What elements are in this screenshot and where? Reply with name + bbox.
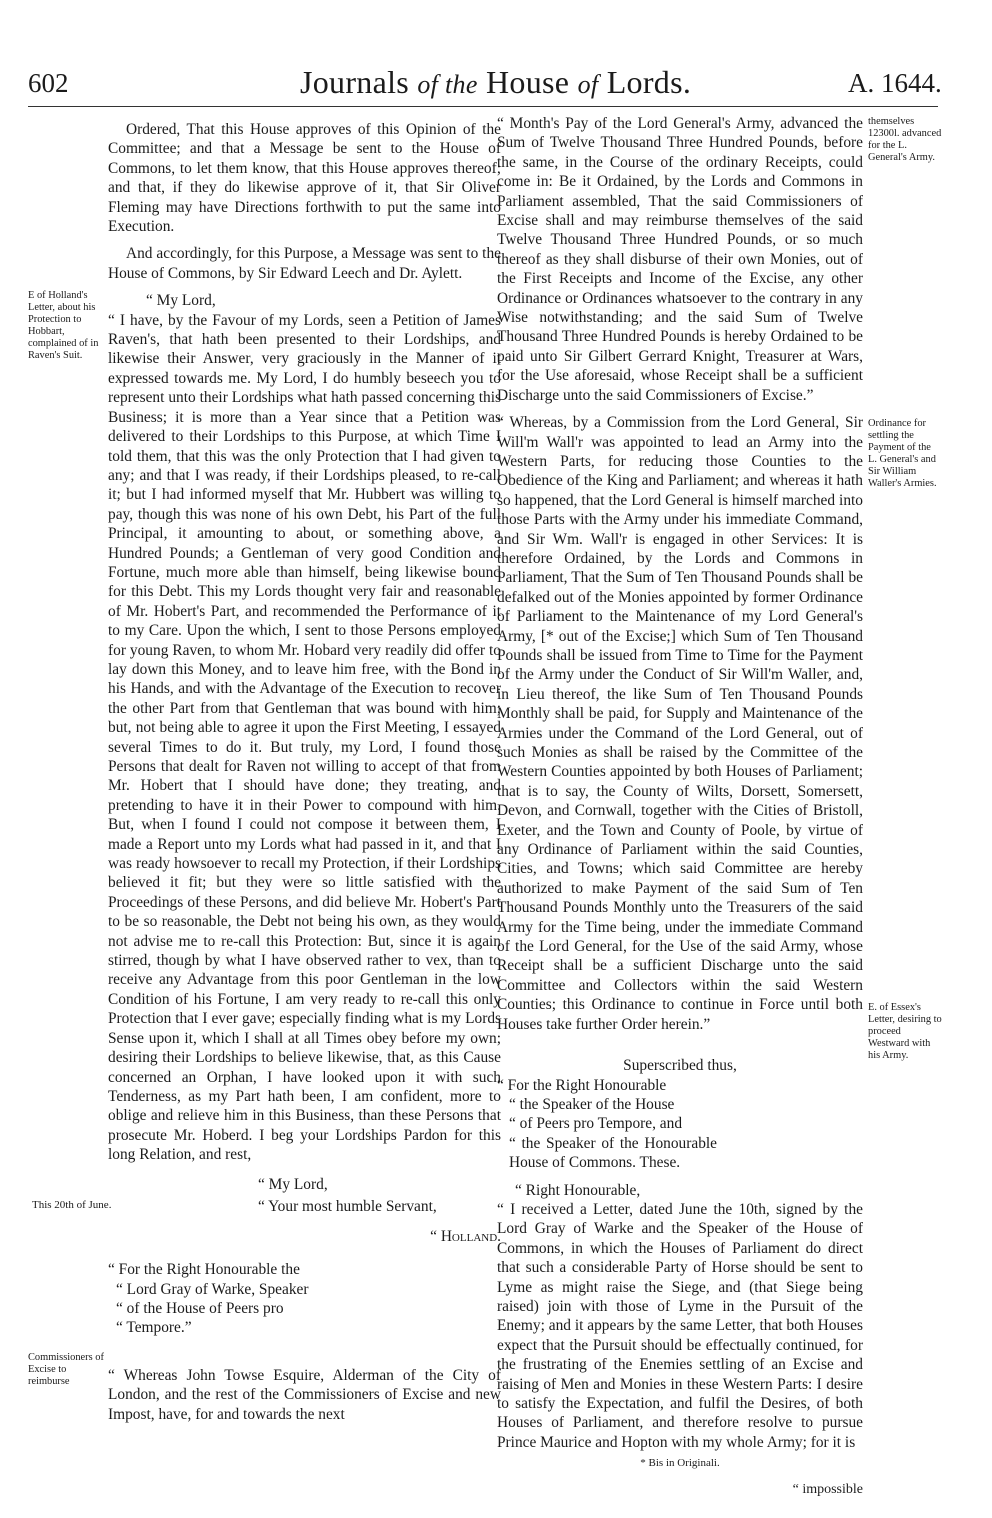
whereas-paragraph: “ Whereas John Towse Esquire, Alderman of the City of London, and the rest of the Commissioners of Excise and new Impost, have, for and towards the next — [108, 1366, 501, 1423]
address-line: “ of the House of Peers pro — [116, 1299, 284, 1317]
letter-salutation: “ My Lord, — [146, 292, 216, 310]
essex-letter-body: “ I received a Letter, dated June the 10th, signed by the Lord Gray of Warke and the Speaker of the House of Commons, in which the Houses of Parliament do direct that such a considerable Party of Horse should be sent to Lyme as might raise the Siege, and (that Siege being raised) join with those of Lyme in the Pursuit of the Enemy; and it appears by the same Letter, that both Houses expect that the Pursuit should be effectually continued, for the frustrating of the Enemies settling of an Excise and raising of Men and Monies in these Western Parts: I desire to satisfy the Expectation, and fulfil the Desires, of both Houses of Parliament, and therefore resolve to pursue Prince Maurice and Hopton with my whole Army; for it is — [497, 1200, 863, 1451]
running-title: Journals of the House of Lords. — [300, 64, 692, 100]
essex-letter-address — [497, 1076, 717, 1173]
margin-note-commissioners: Commissioners of Excise to reimburse — [28, 1352, 104, 1387]
address-line: “ the Speaker of the House — [509, 1095, 675, 1113]
year: A. 1644. — [848, 68, 942, 98]
servant-line: “ Your most humble Servant, — [258, 1198, 437, 1216]
letter-date: This 20th of June. — [32, 1198, 112, 1211]
catchword: “ impossible — [792, 1481, 863, 1497]
right-column — [497, 114, 863, 1499]
signature: “ Holland. — [430, 1227, 501, 1245]
address-line: “ Tempore.” — [116, 1319, 192, 1337]
margin-note-holland: E of Holland's Letter, about his Protection to Hobbart, complained of in Raven's Suit. — [28, 290, 99, 361]
excise-ordinance-continuation: “ Month's Pay of the Lord General's Army, advanced the Sum of Twelve Thousand Three Hundred Pounds, before the same, in the Course of the ordinary Receipts, could come in: Be it Ordained, by the Lords and Commons in Parliament assembled, That the said Commissioners of Excise shall and may reimburse themselves of the said Twelve Thousand Three Hundred Pounds, or so much thereof as they shall disburse of their own Monies, out of the First Receipts and Income of the Excise, any other Ordinance or Ordinances whatsoever to the contrary in any Wise notwithstanding; and the said Sum of Twelve Thousand Three Hundred Pounds is hereby Ordained to be paid unto Sir Gilbert Gerrard Knight, Treasurer at Wars, for the Use aforesaid, whose Receipt shall be a sufficient Discharge unto the said Commissioners of Excise.” — [497, 115, 863, 404]
margin-note-ordinance: Ordinance for settling the Payment of the L. General's and Sir William Waller's Armies. — [868, 418, 937, 489]
footnote: * Bis in Originali. — [640, 1457, 720, 1470]
address-line: “ the Speaker of the Honourable House of Commons. These. — [509, 1134, 717, 1172]
waller-ordinance: “ Whereas, by a Commission from the Lord General, Sir Will'm Wall'r was appointed to lead an Army into the Western Parts, for reducing those Counties to the Obedience of the King and Parliament; and whereas it hath so happened, that the Lord General is himself marched into those Parts with the Army under his immediate Command, and Sir Wm. Wall'r is engaged in other Services: It is therefore Ordained, by the Lords and Commons in Parliament, That the Sum of Ten Thousand Pounds shall be defalked out of the Monies appointed by former Ordinance of Parliament to the Maintenance of my Lord General's Army, [* out of the Excise;] which Sum of Ten Thousand Pounds shall be issued from Time to Time for the Payment of the Army under the Conduct of Sir Will'm Waller, and, in Lieu thereof, the like Sum of Ten Thousand Pounds Monthly shall be paid, for Supply and Maintenance of the Armies under the Command of the Lord General, out of such Monies as shall be raised by the Committee of the Western Counties appointed by both Houses of Parliament; that is to say, the County of Wilts, Dorsett, Somersett, Devon, and Cornwall, together with the Cities of Bristoll, Exeter, and the Town and County of Poole, by virtue of any Ordinance of Parliament within the said Counties, Cities, and Towns; which said Committee are hereby authorized to make Payment of the said Sum of Ten Thousand Pounds Monthly unto the Treasurers of the said Army for the Time being, under the immediate Command of the Lord General, for the Use of the said Army, whose Receipt shall be a sufficient Discharge unto the said Committee and Collectors within the said Western Counties; this Ordinance to continue in Force until both Houses take further Order herein.” — [497, 414, 863, 1033]
superscribed-line: Superscribed thus, — [623, 1057, 737, 1075]
letter-address — [108, 1260, 338, 1338]
address-line: “ For the Right Honourable — [497, 1076, 667, 1094]
closing-salutation: “ My Lord, — [258, 1175, 328, 1193]
accordingly-paragraph: And accordingly, for this Purpose, a Message was sent to the House of Commons, by Sir Edward Leech and Dr. Aylett. — [108, 245, 501, 282]
address-line: “ of Peers pro Tempore, and — [509, 1115, 683, 1133]
address-line: “ Lord Gray of Warke, Speaker — [116, 1280, 309, 1298]
header-rule — [28, 106, 938, 107]
essex-salutation: “ Right Honourable, — [515, 1181, 641, 1199]
page-number: 602 — [28, 68, 69, 98]
margin-note-advance: themselves 12300l. advanced for the L. General's Army. — [868, 116, 942, 163]
margin-note-essex: E. of Essex's Letter, desiring to proceed Westward with his Army. — [868, 1002, 942, 1061]
ordered-paragraph: Ordered, That this House approves of this Opinion of the Committee; and that a Message be sent to the House of Commons, to let them know, that this House approves thereof; and that, if they do likewise approve of it, that Sir Oliver Fleming may have Directions forthwith to put the same into Execution. — [108, 121, 501, 236]
holland-letter-body: “ I have, by the Favour of my Lords, seen a Petition of James Raven's, that hath been presented to their Lordships, and likewise their Answer, very graciously in the Manner of it expressed towards me. My Lord, I do humbly beseech you to represent unto their Lordships what hath passed concerning this Business; it is more than a Year since that a Petition was delivered to their Lordships to this Purpose, at which Time I told them, that this was the only Protection that I had given to any; and that I was ready, if their Lordships pleased, to re-call it; but I had informed myself that Mr. Hubbert was willing to pay, though this was none of his own Debt, his Part of the full Principal, it amounting to about, or something above, a Hundred Pounds; a Gentleman of very good Condition and Fortune, much more able than himself, being likewise bound for this Debt. This my Lords thought very fair and reasonable of Mr. Hobert's Part, and recommended the Performance of it to my Care. Upon the which, I sent to those Persons employed for young Raven, to whom Mr. Hobard very readily did offer to lay down this Money, and to leave him free, with the Bond in his Hands, and with the Advantage of the Execution to recover the other Part from that Gentleman that was bound with him; but, not being able to agree it upon the First Meeting, I essayed several Times to do it. But truly, my Lord, I found those Persons that dealt for Raven not willing to accept of that from Mr. Hobert that I should have done; they treating, and pretending to have it in their Power to compound with him. But, when I found I could not compose it between them, I made a Report unto my Lords what had passed in it, and that I was ready howsoever to recall my Protection, if their Lordships believed it fit; but they were so little satisfied with the Proceedings of these Persons, and did believe Mr. Hobert's Part to be so reasonable, the Debt not being his own, as they would not advise me to re-call this Protection: But, since it is again stirred, though by what I have observed rather to vex, than to receive any Advantage from this poor Gentleman in the low Condition of his Fortune, I am very ready to re-call this only Protection that I ever gave; especially finding what is my Lords Sense upon it, which I shall at all Times obey before my own; desiring their Lordships to believe likewise, that, as this Cause concerned an Orphan, I have looked upon it with such Tenderness, as my Part hath been, I am confident, more to oblige and relieve him in this Business, than these Persons that prosecute Mr. Hoberd. I beg your Lordships Pardon for this long Relation, and rest, — [108, 311, 501, 1164]
address-line: “ For the Right Honourable the — [108, 1261, 300, 1279]
running-header — [0, 64, 992, 108]
